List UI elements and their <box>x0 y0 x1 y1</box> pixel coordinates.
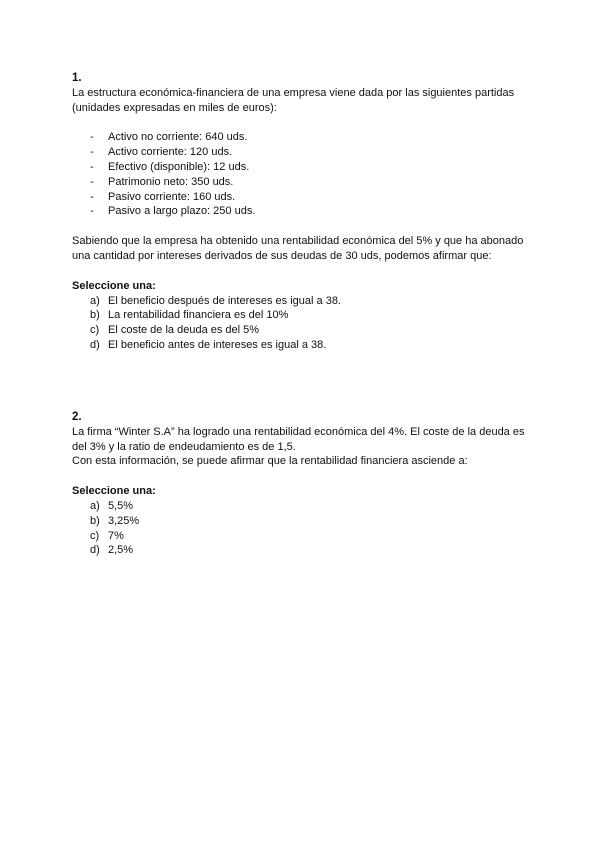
answer-option-b[interactable] <box>72 514 532 529</box>
question-number: 2. <box>72 411 82 423</box>
question-2 <box>72 410 532 558</box>
option-letter: d) <box>90 544 100 557</box>
question-number: 1. <box>72 72 82 84</box>
answer-option-d[interactable] <box>72 338 532 353</box>
option-letter: d) <box>90 338 100 351</box>
question-1 <box>72 71 532 353</box>
option-text: El coste de la deuda es del 5% <box>108 324 260 337</box>
option-letter: a) <box>90 499 100 512</box>
answer-option-c[interactable] <box>72 323 532 338</box>
option-text: 5,5% <box>108 499 134 512</box>
option-letter: c) <box>90 529 100 542</box>
option-text: El beneficio antes de intereses es igual a 38. <box>108 338 327 351</box>
select-one-label: Seleccione una: <box>72 485 156 498</box>
answer-options <box>72 499 532 558</box>
list-item: - Efectivo (disponible): 12 uds. <box>72 160 532 175</box>
question-statement: La firma “Winter S.A” ha logrado una rentabilidad económica del 4%. El coste de la deuda es del 3% y la ratio de endeudamiento es de 1,5. <box>72 425 525 453</box>
option-letter: b) <box>90 514 100 527</box>
balance-items-list <box>72 130 532 219</box>
option-text: 7% <box>108 529 124 542</box>
answer-option-b[interactable] <box>72 308 532 323</box>
option-text: La rentabilidad financiera es del 10% <box>108 309 289 322</box>
list-item: - Activo no corriente: 640 uds. <box>72 130 532 145</box>
list-item: - Pasivo a largo plazo: 250 uds. <box>72 204 532 219</box>
option-letter: c) <box>90 324 100 337</box>
list-item: - Activo corriente: 120 uds. <box>72 145 532 160</box>
answer-option-a[interactable] <box>72 499 532 514</box>
question-statement: Sabiendo que la empresa ha obtenido una rentabilidad económica del 5% y que ha abonado una cantidad por intereses derivados de sus deudas de 30 uds, podemos afirmar que: <box>72 235 524 262</box>
option-text: 3,25% <box>108 514 140 527</box>
option-letter: b) <box>90 309 100 322</box>
option-text: 2,5% <box>108 544 134 557</box>
list-item: - Pasivo corriente: 160 uds. <box>72 190 532 205</box>
list-item: - Patrimonio neto: 350 uds. <box>72 175 532 190</box>
question-intro: La estructura económica-financiera de una empresa viene dada por las siguientes partidas (unidades expresadas en miles de euros): <box>72 86 515 114</box>
answer-options <box>72 294 532 353</box>
option-letter: a) <box>90 294 100 307</box>
select-one-label: Seleccione una: <box>72 279 156 292</box>
answer-option-c[interactable] <box>72 529 532 544</box>
answer-option-d[interactable] <box>72 543 532 558</box>
question-statement-2: Con esta información, se puede afirmar que la rentabilidad financiera asciende a: <box>72 455 468 468</box>
answer-option-a[interactable] <box>72 294 532 309</box>
option-text: El beneficio después de intereses es igual a 38. <box>108 294 341 307</box>
